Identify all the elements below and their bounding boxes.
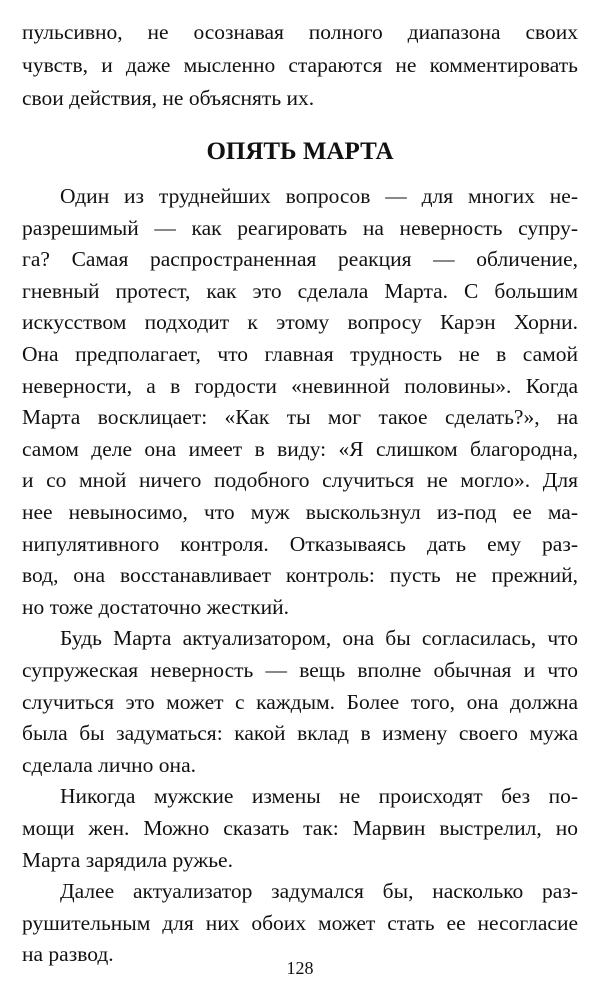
text-line: разрешимый — как реагировать на неверность супру- [22,215,578,240]
text-line: нее невыносимо, что муж выскользнул из-под ее ма- [22,500,578,524]
text-line: на развод. [22,942,114,967]
text-line: рушительным для них обоих может стать ее несогласие [22,910,578,935]
text-line: неверности, а в гордости «невинной половины». Когда [22,373,578,398]
text-line: и со мной ничего подобного случиться не могло». Для [22,468,578,493]
text-line: мощи жен. Можно сказать так: Марвин выстрелил, но [22,816,578,840]
text-line: сделала лично она. [22,752,196,777]
text-line: нипулятивного контроля. Отказываясь дать ему раз- [22,531,578,556]
text-line: вод, она восстанавливает контроль: пусть не прежний, [22,563,578,588]
page-number: 128 [286,958,314,978]
text-line: Далее актуализатор задумался бы, насколько раз- [60,879,578,904]
text-line: самом деле она имеет в виду: «Я слишком благородна, [22,436,578,461]
text-line: Марта восклицает: «Как ты мог такое сделать?», на [22,405,578,430]
text-line: Будь Марта актуализатором, она бы согласилась, что [60,626,578,651]
text-line: супружеская неверность — вещь вполне обычная и что [22,658,578,682]
text-line: свои действия, не объяснять их. [22,86,315,110]
text-line: Никогда мужские измены не происходят без по- [60,784,578,809]
section-heading: ОПЯТЬ МАРТА [206,138,394,165]
text-line: га? Самая распространенная реакция — обличение, [22,247,578,272]
text-line: чувств, и даже мысленно стараются не комментировать [22,53,578,77]
text-line: гневный протест, как это сделала Марта. С большим [22,278,578,303]
text-line: Она предполагает, что главная трудность не в самой [22,342,578,366]
text-line: пульсивно, не осознавая полного диапазона своих [22,20,578,44]
text-line: но тоже достаточно жесткий. [22,594,290,619]
text-line: была бы задуматься: какой вклад в измену своего мужа [22,721,578,746]
text-line: случиться это может с каждым. Более того, она должна [22,689,578,714]
text-line: Марта зарядила ружье. [22,847,233,872]
text-line: искусством подходит к этому вопросу Карэн Хорни. [22,310,578,335]
text-line: Один из труднейших вопросов — для многих не- [60,184,578,208]
